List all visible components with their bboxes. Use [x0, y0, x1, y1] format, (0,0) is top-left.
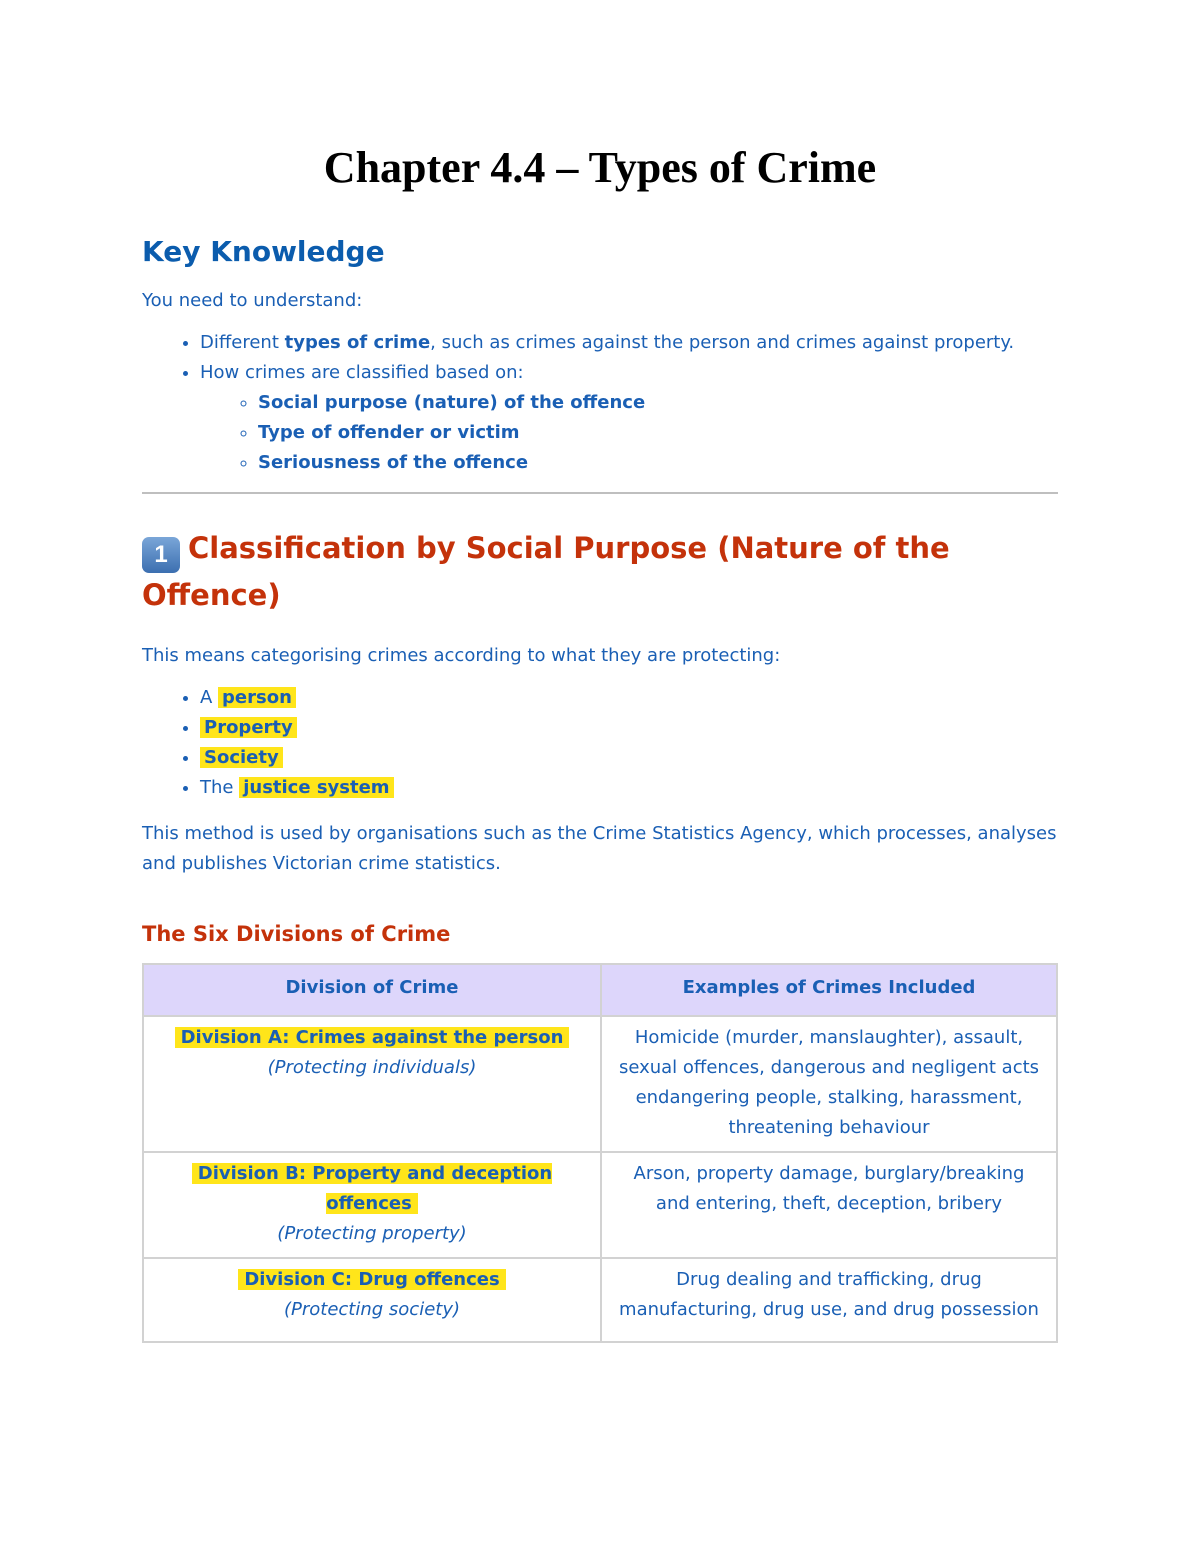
- division-label: Division B: Property and deception offences: [192, 1163, 552, 1214]
- division-purpose: (Protecting property): [277, 1223, 467, 1244]
- list-item: • How crimes are classified based on: ◦ Social purpose (nature) of the offence ◦ Type of offender or victim ◦ Seriousness of the offence: [200, 358, 1058, 478]
- division-label: Division C: Drug offences: [238, 1269, 505, 1290]
- section-divider: [142, 492, 1058, 494]
- division-cell: [143, 1152, 601, 1258]
- key-knowledge-heading: Key Knowledge: [142, 235, 385, 268]
- column-header: Examples of Crimes Included: [601, 964, 1057, 1016]
- document-page: [142, 0, 1058, 1343]
- highlighted-term: person: [218, 687, 296, 708]
- section-heading: 1 Classification by Social Purpose (Nature of the Offence): [142, 531, 950, 612]
- division-purpose: (Protecting society): [283, 1299, 461, 1320]
- highlighted-term: justice system: [239, 777, 393, 798]
- list-item: ◦ Social purpose (nature) of the offence: [258, 388, 1058, 418]
- column-header: Division of Crime: [143, 964, 601, 1016]
- examples-cell: Arson, property damage, burglary/breaking and entering, theft, deception, bribery: [601, 1152, 1057, 1258]
- table-row: [143, 1016, 1057, 1152]
- protected-interests-list: [142, 683, 1058, 803]
- number-one-icon: 1: [142, 537, 180, 573]
- section-intro: This means categorising crimes according to what they are protecting:: [142, 645, 781, 666]
- division-cell: [143, 1258, 601, 1342]
- highlighted-term: Property: [200, 717, 297, 738]
- division-cell: [143, 1016, 601, 1152]
- highlighted-term: Society: [200, 747, 283, 768]
- crime-statistics-note: This method is used by organisations such as the Crime Statistics Agency, which processes, analyses and publishes Victorian crime statistics.: [142, 823, 1057, 874]
- key-knowledge-intro: You need to understand:: [142, 290, 363, 311]
- division-purpose: (Protecting individuals): [267, 1057, 477, 1078]
- list-item: • The justice system: [200, 773, 1058, 803]
- crime-divisions-table: [142, 963, 1058, 1343]
- page-title: Chapter 4.4 – Types of Crime: [323, 143, 877, 192]
- list-item: [200, 743, 1058, 773]
- examples-cell: Homicide (murder, manslaughter), assault, sexual offences, dangerous and negligent acts endangering people, stalking, harassment, threatening behaviour: [601, 1016, 1057, 1152]
- table-row: [143, 1258, 1057, 1342]
- list-item: • A person: [200, 683, 1058, 713]
- classification-sublist: [200, 388, 1058, 478]
- key-knowledge-list: [142, 328, 1058, 478]
- division-label: Division A: Crimes against the person: [175, 1027, 570, 1048]
- list-item: ◦ Seriousness of the offence: [258, 448, 1058, 478]
- table-row: [143, 1152, 1057, 1258]
- table-heading: The Six Divisions of Crime: [142, 922, 451, 946]
- list-item: ◦ Type of offender or victim: [258, 418, 1058, 448]
- list-item: [200, 713, 1058, 743]
- bold-term: types of crime: [284, 332, 431, 353]
- examples-cell: Drug dealing and trafficking, drug manufacturing, drug use, and drug possession: [601, 1258, 1057, 1342]
- list-item: • Different types of crime, such as crimes against the person and crimes against property.: [200, 328, 1058, 358]
- table-header-row: [143, 964, 1057, 1016]
